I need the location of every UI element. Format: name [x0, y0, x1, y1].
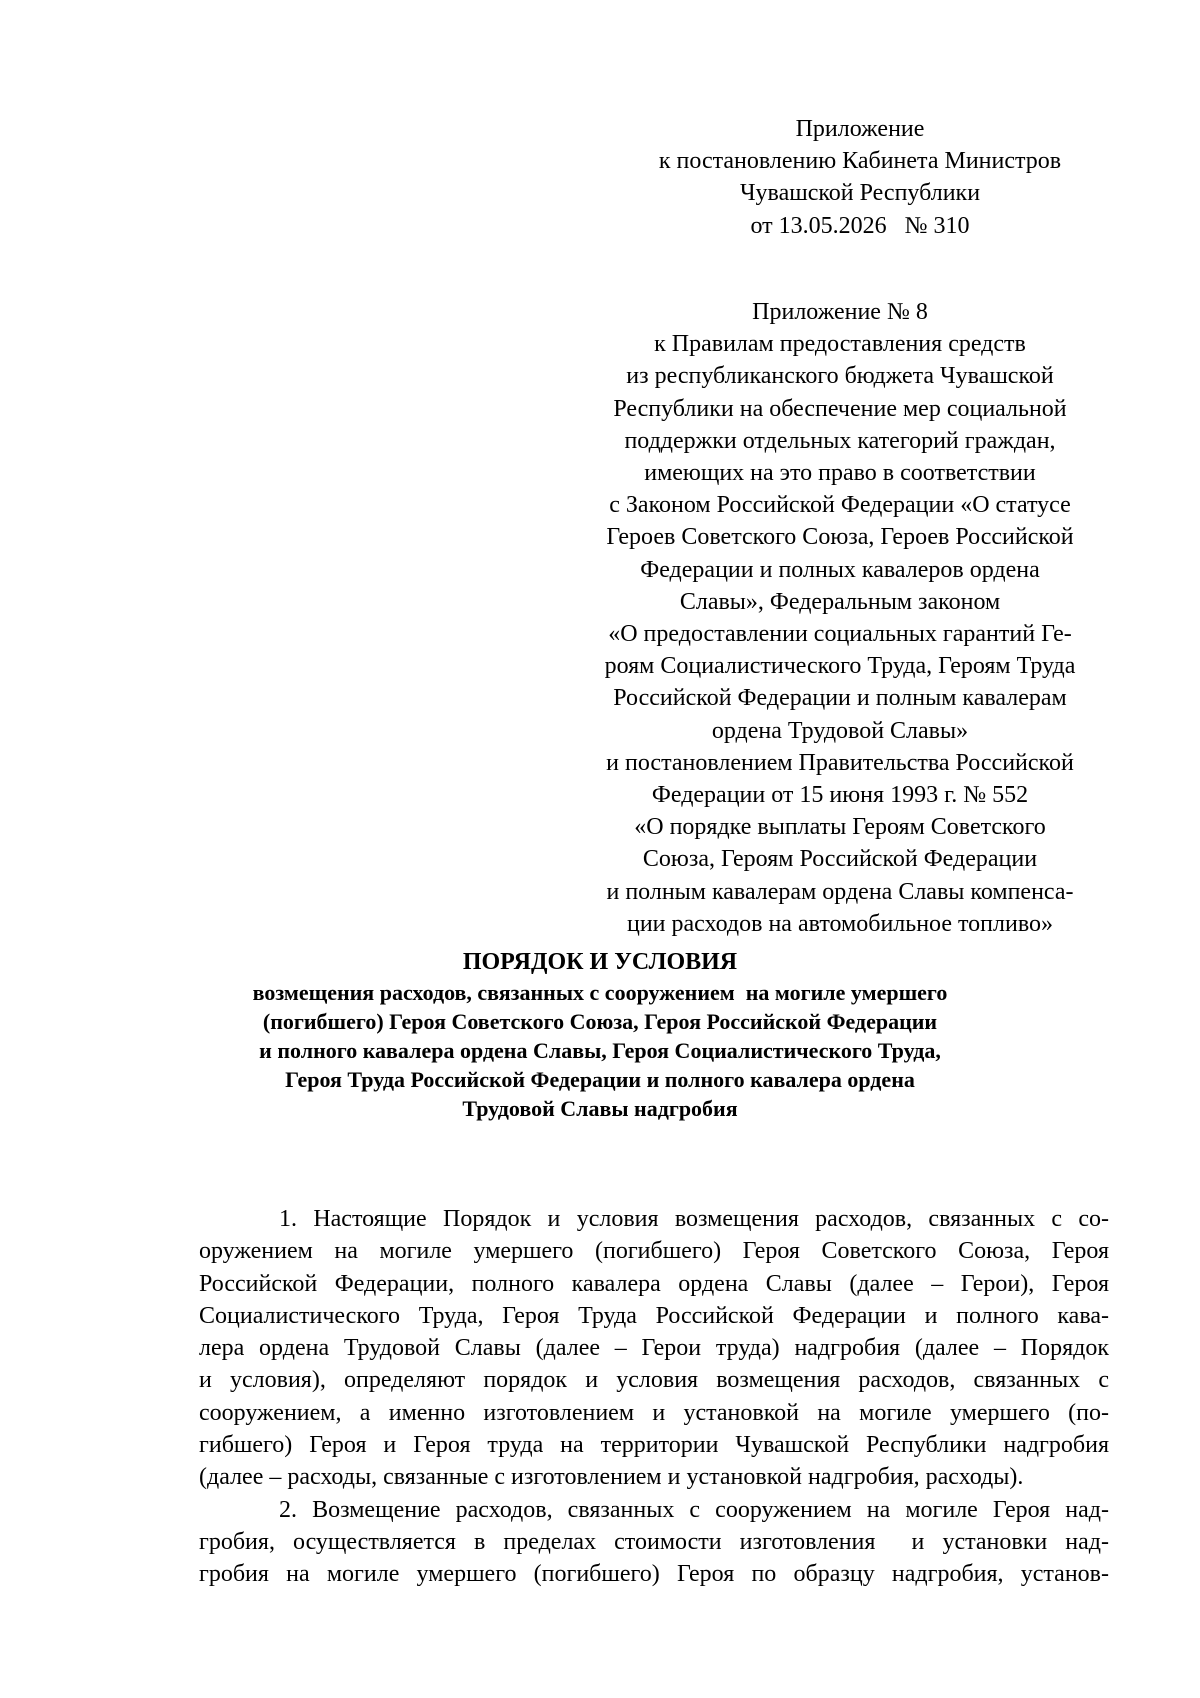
paragraph-1-line: оружением на могиле умершего (погибшего) Героя Советского Союза, Героя [199, 1238, 1109, 1265]
appendix-line: Чувашской Республики [739, 180, 981, 207]
rules-appendix-line: Союза, Героям Российской Федерации [642, 846, 1038, 873]
rules-appendix-line: Приложение № 8 [752, 299, 928, 325]
rules-appendix-line: Героев Советского Союза, Героев Российской [606, 524, 1074, 551]
heading-title: ПОРЯДОК И УСЛОВИЯ [462, 949, 738, 975]
rules-appendix-line: Российской Федерации и полным кавалерам [613, 685, 1067, 712]
paragraph-1-line: сооружением, а именно изготовлением и установкой на могиле умершего (по- [199, 1399, 1109, 1426]
rules-appendix-line: Славы», Федеральным законом [679, 588, 1001, 615]
paragraph-2-line: 2. Возмещение расходов, связанных с сооружением на могиле Героя над- [279, 1496, 1109, 1523]
paragraph-1-line: лера ордена Трудовой Славы (далее – Герои труда) надгробия (далее – Порядок [199, 1335, 1109, 1362]
paragraph-1-line: 1. Настоящие Порядок и условия возмещения расходов, связанных с со- [279, 1206, 1109, 1232]
paragraph-1-line: Социалистического Труда, Героя Труда Российской Федерации и полного кава- [199, 1302, 1109, 1329]
rules-appendix-line: Республики на обеспечение мер социальной [613, 395, 1067, 422]
rules-appendix-line: «О предоставлении социальных гарантий Ге- [608, 621, 1072, 648]
heading-subtitle-line: Трудовой Славы надгробия [462, 1096, 738, 1121]
rules-appendix-line: ордена Трудовой Славы» [711, 717, 969, 744]
paragraph-1-line: (далее – расходы, связанные с изготовлением и установкой надгробия, расходы). [199, 1464, 1024, 1491]
heading-subtitle-line: Героя Труда Российской Федерации и полного кавалера ордена [285, 1067, 915, 1092]
paragraph-1-line: гибшего) Героя и Героя труда на территории Чувашской Республики надгробия [199, 1432, 1109, 1459]
rules-appendix-header [560, 296, 1120, 940]
rules-appendix-line: поддержки отдельных категорий граждан, [624, 427, 1056, 454]
paragraph-2-line: гробия, осуществляется в пределах стоимости изготовления и установки над- [199, 1528, 1109, 1555]
heading-subtitle-line: и полного кавалера ордена Славы, Героя Социалистического Труда, [259, 1038, 941, 1063]
rules-appendix-line: из республиканского бюджета Чувашской [626, 363, 1054, 390]
heading-subtitle-line: возмещения расходов, связанных с сооружением на могиле умершего [252, 980, 948, 1005]
document-heading [150, 946, 1050, 1123]
rules-appendix-line: имеющих на это право в соответствии [644, 460, 1036, 487]
rules-appendix-line: и полным кавалерам ордена Славы компенса- [606, 878, 1074, 905]
heading-subtitle-line: (погибшего) Героя Советского Союза, Героя Российской Федерации [262, 1009, 938, 1034]
rules-appendix-line: «О порядке выплаты Героям Советского [634, 814, 1046, 841]
body-text [199, 1203, 1109, 1591]
paragraph-1-line: и условия), определяют порядок и условия возмещения расходов, связанных с [199, 1367, 1109, 1394]
appendix-date-number: от 13.05.2026 № 310 [750, 212, 970, 239]
rules-appendix-line: Федерации от 15 июня 1993 г. № 552 [651, 782, 1029, 809]
rules-appendix-line: и постановлением Правительства Российской [606, 749, 1074, 776]
rules-appendix-line: к Правилам предоставления средств [654, 331, 1026, 358]
appendix-header [580, 113, 1140, 242]
paragraph-1-line: Российской Федерации, полного кавалера ордена Славы (далее – Герои), Героя [199, 1270, 1109, 1297]
rules-appendix-line: с Законом Российской Федерации «О статусе [609, 492, 1071, 519]
appendix-line: к постановлению Кабинета Министров [658, 148, 1062, 175]
paragraph-2-line: гробия на могиле умершего (погибшего) Героя по образцу надгробия, установ- [199, 1561, 1109, 1588]
rules-appendix-line: ции расходов на автомобильное топливо» [626, 910, 1053, 937]
appendix-line: Приложение [795, 116, 925, 142]
rules-appendix-line: Федерации и полных кавалеров ордена [640, 556, 1040, 583]
rules-appendix-line: роям Социалистического Труда, Героям Труда [604, 653, 1076, 680]
